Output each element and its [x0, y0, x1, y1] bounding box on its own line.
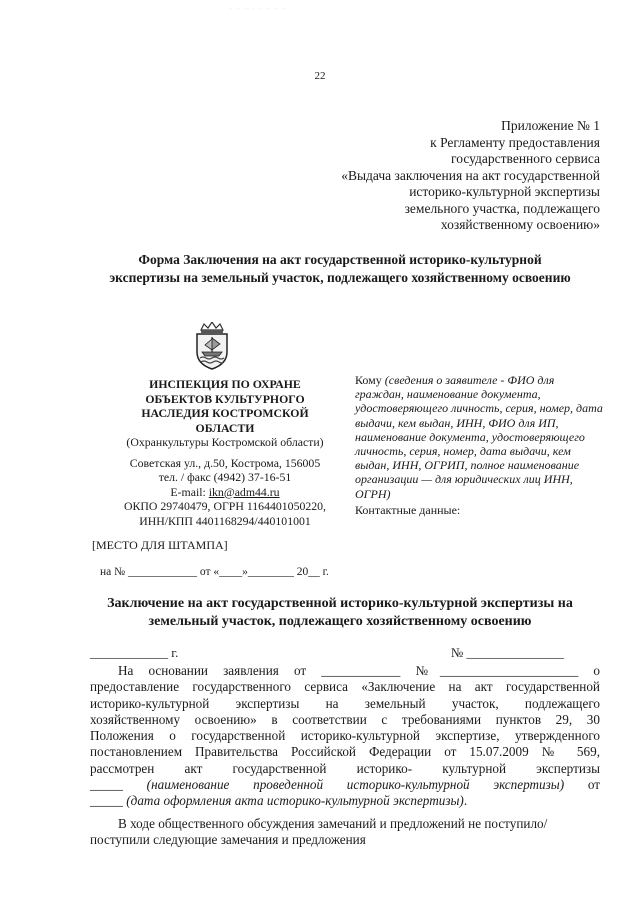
org-address: Советская ул., д.50, Кострома, 156005 — [129, 455, 321, 470]
recipient-description: (сведения о заявителе - ФИО для граждан, наименование документа, удостоверяющего личность, серия, номер, дата выдачи, кем выдан, ИНН, ФИО для ИП, наименование документа, удостоверяющего личность, серия, номер, дата выдачи, кем выдан, ИНН, ОГРИП, полное наименование организации — для юридических лиц ИНН, ОГРН) — [355, 373, 603, 501]
organization-block — [100, 377, 350, 528]
recipient-contacts: Контактные данные: — [355, 502, 461, 517]
appendix-line: земельного участка, подлежащего — [404, 200, 600, 216]
org-name-line: ИНСПЕКЦИЯ ПО ОХРАНЕ — [149, 377, 301, 391]
org-email-link[interactable]: ikn@adm44.ru — [208, 484, 280, 499]
recipient-label: Кому — [355, 373, 382, 387]
expertise-name-blank: _____ — [90, 777, 123, 793]
appendix-line: хозяйственному освоению» — [440, 217, 600, 232]
org-email-label: E-mail: — [170, 484, 206, 499]
appendix-block — [280, 118, 600, 234]
act-date-hint: (дата оформления акта историко-культурной экспертизы) — [126, 793, 464, 809]
recipient-block — [355, 373, 605, 517]
conclusion-title — [60, 595, 620, 631]
body-line: В ходе общественного обсуждения замечаний и предложений не поступило/ — [118, 815, 548, 831]
form-title — [50, 251, 630, 287]
expertise-name-hint: (наименование проведенной историко-культурной экспертизы) — [146, 777, 565, 793]
form-title-line: экспертизы на земельный участок, подлежащего хозяйственному освоению — [109, 270, 571, 285]
form-title-line: Форма Заключения на акт государственной историко-культурной — [138, 252, 542, 267]
org-name-line: ОБЛАСТИ — [195, 420, 255, 435]
conclusion-body — [90, 663, 600, 848]
org-name-line: НАСЛЕДИЯ КОСТРОМСКОЙ — [141, 406, 309, 420]
reference-number-line: на № ____________ от «____»________ 20__ г. — [100, 566, 329, 578]
page-number: 22 — [314, 70, 326, 82]
appendix-line: Приложение № 1 — [501, 118, 600, 133]
body-line: рассмотрен акт государственной историко- культурной экспертизы — [90, 760, 600, 776]
org-inn-kpp: ИНН/КПП 4401168294/440101001 — [139, 513, 311, 528]
body-line: хозяйственному освоению» в соответствии с требованиями пунктов 29, 30 — [90, 711, 600, 727]
body-line: постановлением Правительства Российской Федерации от 15.07.2009 № 569, — [90, 744, 600, 760]
org-phone: тел. / факс (4942) 37-16-51 — [158, 470, 292, 484]
act-date-blank: _____ — [90, 793, 123, 809]
appendix-line: «Выдача заключения на акт государственной — [341, 167, 600, 183]
body-line — [90, 793, 600, 809]
body-line: Положения о государственной историко-культурной экспертизе, утвержденного — [90, 728, 600, 744]
body-line-end: от — [564, 777, 601, 793]
stamp-placeholder: [МЕСТО ДЛЯ ШТАМПА] — [92, 538, 228, 552]
appendix-line: к Регламенту предоставления — [430, 134, 600, 150]
body-line: На основании заявления от ____________ №_____________________ о — [118, 663, 600, 678]
conclusion-number: № _______________ — [450, 645, 564, 660]
org-okpo-ogrn: ОКПО 29740479, ОГРН 1164401050220, — [123, 499, 327, 513]
conclusion-title-line: Заключение на акт государственной историко-культурной экспертизы на — [107, 596, 573, 611]
scan-marks: · · · · · · · · — [230, 6, 287, 12]
conclusion-date: ____________ г. — [90, 645, 179, 660]
body-line — [90, 777, 600, 793]
body-line: историко-культурной экспертизы на земельный участок, подлежащего — [90, 695, 600, 711]
org-name-line: ОБЪЕКТОВ КУЛЬТУРНОГО — [145, 391, 305, 406]
kostroma-coat-of-arms-icon — [191, 322, 233, 370]
appendix-line: государственного сервиса — [451, 151, 600, 166]
conclusion-title-line: земельный участок, подлежащего хозяйственному освоению — [148, 614, 532, 629]
body-line-end: . — [463, 793, 468, 809]
body-line: поступили следующие замечания и предложения — [90, 831, 366, 847]
body-line: предоставление государственного сервиса «Заключение на акт государственной — [90, 679, 600, 695]
org-email — [100, 485, 350, 500]
org-short-name: (Охранкультуры Костромской области) — [126, 435, 324, 449]
appendix-line: историко-культурной экспертизы — [409, 184, 600, 199]
